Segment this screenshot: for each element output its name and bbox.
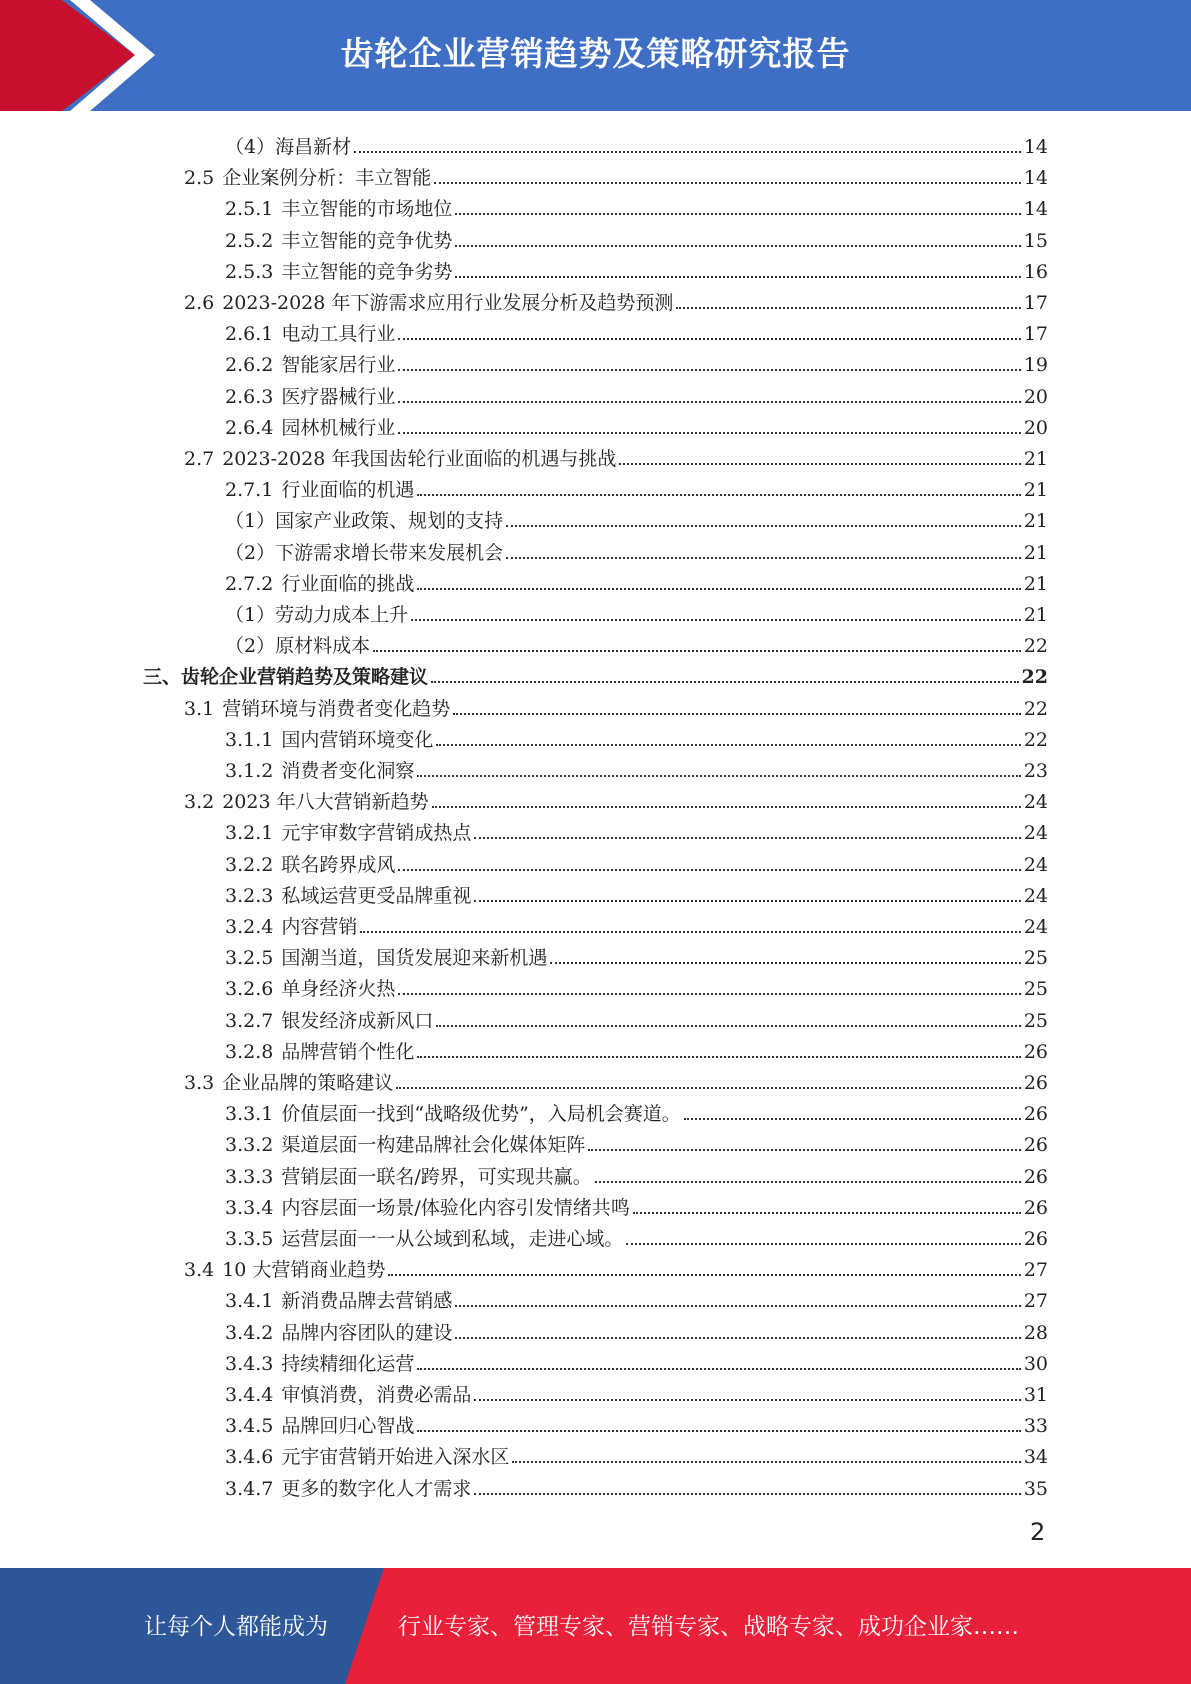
- page-number: 2: [1030, 1518, 1046, 1546]
- toc-dot-leader: [436, 1024, 1020, 1027]
- toc-entry-page: 26: [1023, 1165, 1048, 1188]
- toc-entry[interactable]: [225, 752, 1048, 783]
- toc-entry-title: 海昌新材: [275, 136, 352, 158]
- toc-entry-page: 34: [1023, 1446, 1048, 1469]
- toc-entry-number: 3.3.2: [225, 1134, 274, 1157]
- toc-dot-leader: [398, 868, 1020, 871]
- toc-entry-number: （2）: [225, 541, 276, 564]
- toc-entry[interactable]: [225, 346, 1048, 377]
- toc-entry-page: 25: [1023, 1009, 1048, 1032]
- toc-dot-leader: [474, 1398, 1020, 1401]
- toc-entry-title: 消费者变化洞察: [281, 760, 415, 782]
- toc-entry[interactable]: [225, 502, 1048, 533]
- toc-entry[interactable]: [225, 1002, 1048, 1033]
- toc-entry-title: 更多的数字化人才需求: [281, 1477, 472, 1500]
- toc-dot-leader: [633, 1211, 1021, 1214]
- footer-slogan-left: 让每个人都能成为: [144, 1614, 328, 1640]
- toc-entry-number: 3.2.6: [225, 978, 274, 1001]
- toc-entry-page: 26: [1023, 1228, 1048, 1250]
- toc-entry-title: 渠道层面一构建品牌社会化媒体矩阵: [281, 1134, 586, 1157]
- toc-entry-page: 21: [1023, 604, 1048, 626]
- toc-entry[interactable]: [225, 596, 1048, 627]
- toc-entry-title: 国家产业政策、规划的支持: [275, 510, 504, 533]
- toc-entry-number: 2.6: [184, 292, 215, 314]
- toc-entry[interactable]: [225, 222, 1048, 253]
- toc-entry-title: 私域运营更受品牌重视: [281, 884, 472, 907]
- toc-entry-page: 23: [1023, 760, 1048, 782]
- toc-dot-leader: [360, 930, 1020, 933]
- toc-entry-number: 3.4.4: [225, 1384, 274, 1406]
- toc-dot-leader: [432, 805, 1021, 808]
- toc-entry[interactable]: [225, 721, 1048, 752]
- toc-dot-leader: [474, 836, 1020, 839]
- toc-dot-leader: [676, 306, 1020, 309]
- toc-entry[interactable]: [225, 970, 1048, 1001]
- toc-entry-number: 3.4.7: [225, 1477, 274, 1500]
- toc-entry-page: 27: [1023, 1290, 1048, 1313]
- toc-entry-page: 22: [1023, 635, 1048, 658]
- toc-dot-leader: [684, 1117, 1021, 1120]
- toc-dot-leader: [455, 1304, 1020, 1307]
- toc-entry-page: 22: [1023, 728, 1048, 751]
- toc-entry-title: 行业面临的挑战: [281, 572, 415, 595]
- toc-entry-number: 2.7.1: [225, 479, 274, 502]
- toc-entry[interactable]: [225, 627, 1048, 658]
- toc-entry-title: 丰立智能的竞争劣势: [281, 260, 453, 283]
- toc-dot-leader: [626, 1242, 1020, 1245]
- toc-entry-number: 2.5.1: [225, 198, 274, 221]
- toc-entry[interactable]: [184, 284, 1048, 315]
- toc-entry-title: 审慎消费，消费必需品: [281, 1384, 472, 1406]
- toc-entry[interactable]: [225, 534, 1048, 565]
- toc-entry-title: 国内营销环境变化: [281, 728, 434, 751]
- toc-entry-page: 31: [1023, 1384, 1048, 1406]
- report-title: 齿轮企业营销趋势及策略研究报告: [340, 34, 851, 73]
- toc-dot-leader: [455, 275, 1020, 278]
- toc-entry-title: 丰立智能的竞争优势: [281, 229, 453, 252]
- toc-entry-page: 33: [1023, 1415, 1048, 1438]
- toc-dot-leader: [588, 1148, 1020, 1151]
- toc-dot-leader: [354, 150, 1021, 153]
- toc-entry[interactable]: [225, 814, 1048, 845]
- toc-entry[interactable]: [184, 783, 1048, 814]
- toc-entry-number: 3.2.1: [225, 822, 274, 845]
- toc-entry-title: 品牌营销个性化: [281, 1040, 415, 1063]
- toc-dot-leader: [512, 1460, 1020, 1463]
- toc-entry[interactable]: [225, 1407, 1048, 1438]
- toc-entry-title: 下游需求增长带来发展机会: [275, 541, 504, 564]
- toc-entry-page: 30: [1023, 1352, 1048, 1375]
- toc-entry-number: （1）: [225, 604, 276, 626]
- toc-entry-number: 3.2: [184, 791, 215, 814]
- toc-dot-leader: [453, 712, 1021, 715]
- toc-entry-title: 品牌内容团队的建设: [281, 1321, 453, 1344]
- toc-entry[interactable]: [225, 1126, 1048, 1157]
- toc-dot-leader: [506, 524, 1021, 527]
- toc-entry-page: 26: [1023, 1103, 1048, 1126]
- toc-dot-leader: [434, 181, 1021, 184]
- toc-dot-leader: [398, 992, 1020, 995]
- toc-entry-number: 3.4.3: [225, 1352, 274, 1375]
- toc-entry-number: 2.7.2: [225, 572, 274, 595]
- toc-entry-title: 医疗器械行业: [281, 385, 396, 408]
- toc-entry-number: 3.3.5: [225, 1228, 274, 1250]
- toc-entry[interactable]: [184, 440, 1048, 471]
- toc-dot-leader: [506, 556, 1021, 559]
- toc-entry-page: 20: [1023, 416, 1048, 439]
- toc-entry-title: 10 大营销商业趋势: [222, 1259, 386, 1282]
- toc-dot-leader: [436, 743, 1020, 746]
- toc-entry-page: 21: [1023, 448, 1048, 470]
- toc-entry[interactable]: [225, 846, 1048, 877]
- toc-entry-number: 3.2.2: [225, 853, 274, 876]
- toc-entry-title: 营销环境与消费者变化趋势: [222, 697, 451, 720]
- toc-entry-number: 3.4.5: [225, 1415, 274, 1438]
- toc-entry-title: 劳动力成本上升: [275, 604, 409, 626]
- toc-entry-title: 元宇审数字营销成热点: [281, 822, 472, 845]
- toc-entry-title: 内容层面一场景/体验化内容引发情绪共鸣: [281, 1196, 630, 1219]
- toc-entry-number: 3.4.1: [225, 1290, 274, 1313]
- toc-entry-number: 3.4.2: [225, 1321, 274, 1344]
- toc-dot-leader: [388, 1273, 1020, 1276]
- toc-entry-page: 26: [1023, 1040, 1048, 1063]
- toc-entry-number: 3.2.5: [225, 947, 274, 970]
- toc-entry-page: 35: [1023, 1477, 1048, 1500]
- toc-entry-page: 22: [1021, 666, 1048, 689]
- toc-dot-leader: [417, 1055, 1020, 1058]
- toc-entry-title: 联名跨界成风: [281, 853, 396, 876]
- toc-dot-leader: [431, 680, 1019, 683]
- toc-entry-page: 17: [1023, 323, 1048, 346]
- toc-entry-page: 20: [1023, 385, 1048, 408]
- toc-entry-page: 24: [1023, 791, 1048, 814]
- toc-entry[interactable]: [143, 658, 1048, 689]
- toc-entry-number: 3.4.6: [225, 1446, 274, 1469]
- toc-entry[interactable]: [225, 471, 1048, 502]
- toc-entry-page: 14: [1023, 136, 1048, 158]
- toc-entry-page: 25: [1023, 978, 1048, 1001]
- toc-entry-title: 行业面临的机遇: [281, 479, 415, 502]
- toc-entry-title: 2023-2028 年下游需求应用行业发展分析及趋势预测: [222, 292, 674, 314]
- toc-entry-page: 24: [1023, 853, 1048, 876]
- toc-entry-number: 2.6.3: [225, 385, 274, 408]
- toc-entry[interactable]: [225, 877, 1048, 908]
- toc-entry-title: 国潮当道，国货发展迎来新机遇: [281, 947, 548, 970]
- toc-entry-page: 26: [1023, 1134, 1048, 1157]
- toc-entry[interactable]: [225, 1095, 1048, 1126]
- page-header: [0, 0, 1191, 111]
- toc-entry-number: 3.1.2: [225, 760, 274, 782]
- toc-entry[interactable]: [225, 1345, 1048, 1376]
- toc-entry-number: 3.3.3: [225, 1165, 274, 1188]
- toc-entry-page: 24: [1023, 916, 1048, 938]
- toc-entry-page: 14: [1023, 167, 1048, 190]
- toc-entry-page: 26: [1023, 1072, 1048, 1094]
- toc-entry[interactable]: [225, 908, 1048, 939]
- toc-entry-number: （4）: [225, 136, 276, 158]
- toc-entry[interactable]: [225, 1220, 1048, 1251]
- toc-entry[interactable]: [225, 1314, 1048, 1345]
- toc-entry[interactable]: [225, 1470, 1048, 1501]
- toc-entry-number: 2.5.2: [225, 229, 274, 252]
- toc-entry-number: 2.6.1: [225, 323, 274, 346]
- toc-entry-title: 企业案例分析：丰立智能: [222, 167, 432, 190]
- toc-entry-page: 17: [1023, 292, 1048, 314]
- toc-entry-number: 三、: [143, 666, 182, 689]
- toc-entry-number: 3.2.4: [225, 916, 274, 938]
- toc-entry[interactable]: [184, 159, 1048, 190]
- toc-entry-number: 3.3.1: [225, 1103, 274, 1126]
- toc-entry-title: 运营层面一一从公域到私域，走进心域。: [281, 1228, 624, 1250]
- toc-entry-title: 营销层面一联名/跨界，可实现共赢。: [281, 1165, 592, 1188]
- toc-entry-page: 27: [1023, 1259, 1048, 1282]
- toc-dot-leader: [398, 400, 1020, 403]
- toc-dot-leader: [474, 1492, 1020, 1495]
- toc-entry-page: 22: [1023, 697, 1048, 720]
- toc-dot-leader: [398, 368, 1020, 371]
- toc-dot-leader: [595, 1180, 1021, 1183]
- toc-dot-leader: [417, 587, 1020, 590]
- toc-entry-number: 2.6.4: [225, 416, 274, 439]
- toc-entry[interactable]: [184, 1251, 1048, 1282]
- toc-entry[interactable]: [225, 190, 1048, 221]
- toc-entry-number: 3.3.4: [225, 1196, 274, 1219]
- toc-entry-page: 24: [1023, 884, 1048, 907]
- toc-dot-leader: [417, 493, 1020, 496]
- toc-entry-title: 银发经济成新风口: [281, 1009, 434, 1032]
- toc-entry[interactable]: [225, 253, 1048, 284]
- toc-entry-title: 新消费品牌去营销感: [281, 1290, 453, 1313]
- toc-dot-leader: [411, 618, 1021, 621]
- toc-entry-title: 原材料成本: [275, 635, 371, 658]
- toc-entry-page: 21: [1023, 541, 1048, 564]
- toc-entry-page: 19: [1023, 354, 1048, 377]
- toc-entry-page: 14: [1023, 198, 1048, 221]
- toc-entry-page: 21: [1023, 510, 1048, 533]
- toc-entry[interactable]: [225, 1438, 1048, 1469]
- toc-entry-title: 品牌回归心智战: [281, 1415, 415, 1438]
- toc-entry-number: 3.2.3: [225, 884, 274, 907]
- toc-entry-number: 2.7: [184, 448, 215, 470]
- toc-dot-leader: [396, 1086, 1021, 1089]
- toc-entry-page: 16: [1023, 260, 1048, 283]
- footer-slogan-right: 行业专家、管理专家、营销专家、战略专家、成功企业家……: [398, 1614, 1019, 1640]
- page-footer: [0, 1568, 1191, 1684]
- toc-entry-number: 3.3: [184, 1072, 215, 1094]
- toc-entry-title: 价值层面一找到“战略级优势”，入局机会赛道。: [281, 1103, 681, 1126]
- toc-dot-leader: [417, 1367, 1020, 1370]
- toc-dot-leader: [455, 212, 1020, 215]
- toc-entry-page: 15: [1023, 229, 1048, 252]
- toc-entry[interactable]: [225, 128, 1048, 159]
- toc-entry[interactable]: [225, 1282, 1048, 1313]
- toc-entry-title: 内容营销: [281, 916, 358, 938]
- toc-entry-title: 丰立智能的市场地位: [281, 198, 453, 221]
- toc-entry-number: 3.2.8: [225, 1040, 274, 1063]
- toc-dot-leader: [619, 462, 1020, 465]
- toc-dot-leader: [455, 244, 1020, 247]
- toc-entry-page: 21: [1023, 572, 1048, 595]
- toc-entry-title: 持续精细化运营: [281, 1352, 415, 1375]
- toc-entry[interactable]: [184, 1064, 1048, 1095]
- toc-entry-title: 企业品牌的策略建议: [222, 1072, 394, 1094]
- toc-entry-number: 2.6.2: [225, 354, 274, 377]
- toc-entry-number: （2）: [225, 635, 276, 658]
- toc-entry-title: 单身经济火热: [281, 978, 396, 1001]
- toc-entry-number: 3.1: [184, 697, 215, 720]
- toc-dot-leader: [398, 431, 1020, 434]
- toc-entry[interactable]: [225, 1033, 1048, 1064]
- toc-dot-leader: [417, 774, 1020, 777]
- toc-entry-page: 24: [1023, 822, 1048, 845]
- toc-entry-title: 齿轮企业营销趋势及策略建议: [181, 666, 429, 689]
- toc-entry-number: 3.4: [184, 1259, 215, 1282]
- toc-entry[interactable]: [225, 1158, 1048, 1189]
- toc-entry[interactable]: [225, 1189, 1048, 1220]
- toc-dot-leader: [474, 899, 1020, 902]
- toc-entry-number: 2.5: [184, 167, 215, 190]
- toc-entry-number: 3.2.7: [225, 1009, 274, 1032]
- toc-entry[interactable]: [225, 939, 1048, 970]
- toc-entry-page: 26: [1023, 1196, 1048, 1219]
- toc-entry[interactable]: [225, 565, 1048, 596]
- toc-entry-title: 2023 年八大营销新趋势: [222, 791, 429, 814]
- toc-entry[interactable]: [225, 378, 1048, 409]
- toc-entry[interactable]: [184, 690, 1048, 721]
- toc-entry-title: 元宇宙营销开始进入深水区: [281, 1446, 510, 1469]
- toc-entry-title: 2023-2028 年我国齿轮行业面临的机遇与挑战: [222, 448, 617, 470]
- toc-entry-number: （1）: [225, 510, 276, 533]
- toc-entry[interactable]: [225, 409, 1048, 440]
- toc-dot-leader: [398, 337, 1020, 340]
- toc-entry[interactable]: [225, 315, 1048, 346]
- toc-entry-page: 28: [1023, 1321, 1048, 1344]
- toc-entry[interactable]: [225, 1376, 1048, 1407]
- toc-dot-leader: [373, 649, 1021, 652]
- toc-entry-title: 智能家居行业: [281, 354, 396, 377]
- toc-entry-title: 电动工具行业: [281, 323, 396, 346]
- toc-dot-leader: [455, 1336, 1020, 1339]
- toc-entry-page: 21: [1023, 479, 1048, 502]
- toc-dot-leader: [417, 1429, 1020, 1432]
- toc-entry-page: 25: [1023, 947, 1048, 970]
- toc-dot-leader: [550, 961, 1020, 964]
- toc-entry-number: 2.5.3: [225, 260, 274, 283]
- toc-entry-title: 园林机械行业: [281, 416, 396, 439]
- toc-entry-number: 3.1.1: [225, 728, 274, 751]
